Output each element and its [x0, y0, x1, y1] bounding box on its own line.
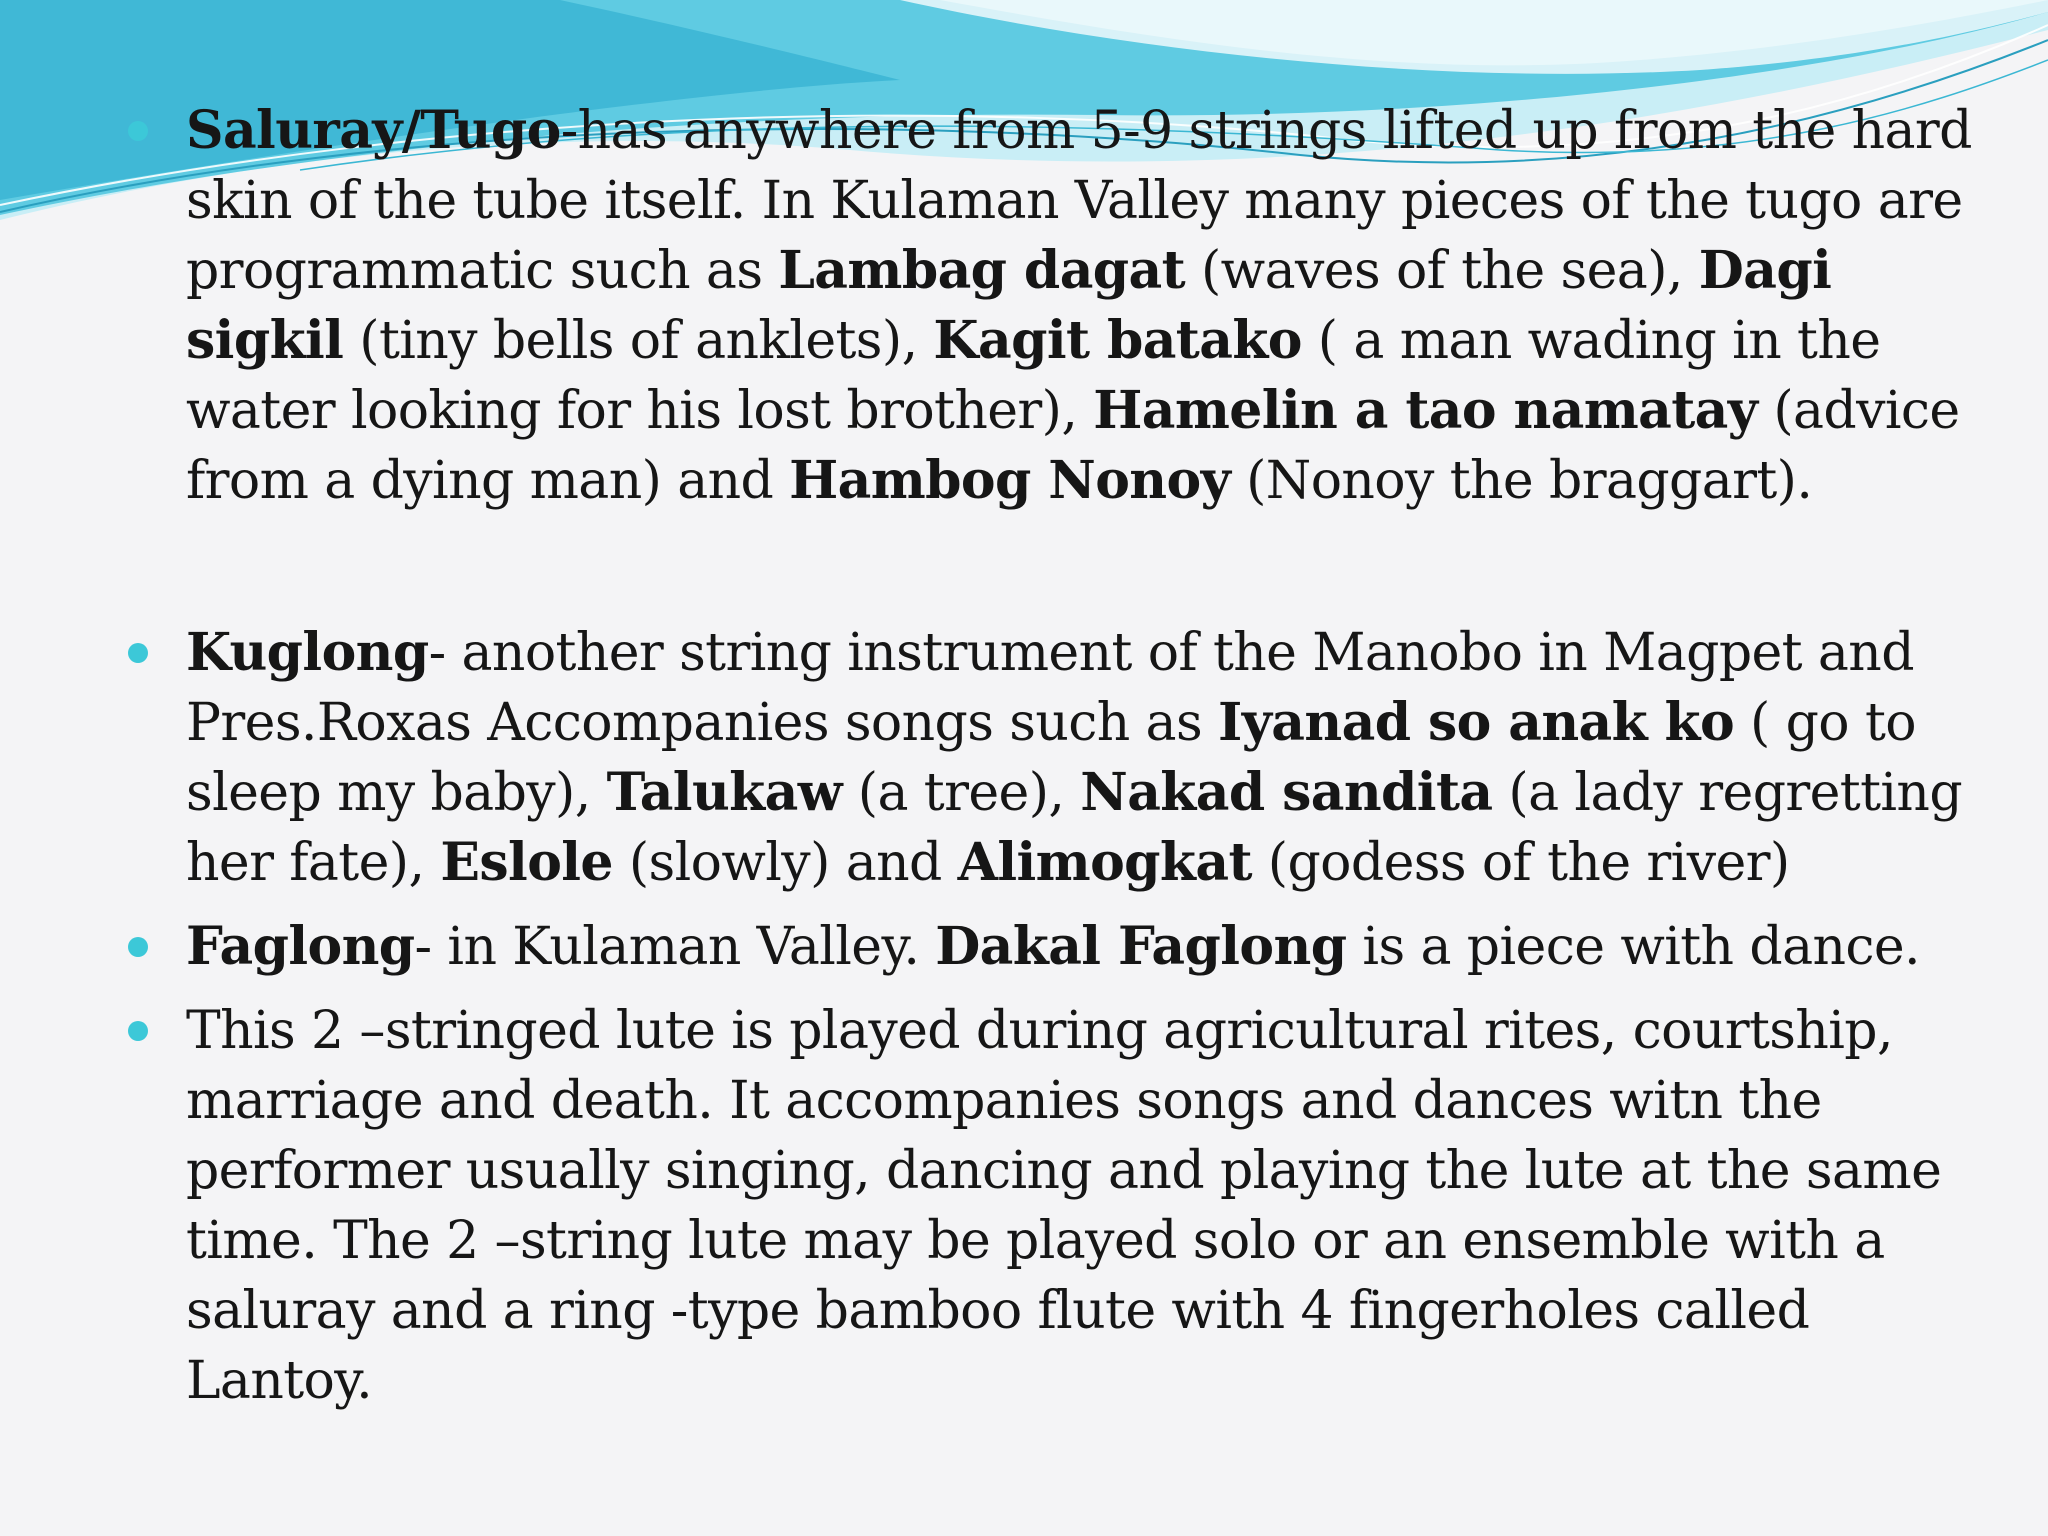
term-kagit-batako: Kagit batako	[933, 310, 1302, 371]
text-segment: (a lady regretting her fate),	[186, 763, 1963, 893]
term-saluray-tugo: Saluray/Tugo	[186, 100, 561, 161]
text-segment: - in Kulaman Valley.	[414, 917, 936, 977]
text-segment: (a tree),	[841, 763, 1081, 823]
term-hambog-nonoy: Hambog Nonoy	[789, 450, 1231, 511]
bullet-dot-icon	[128, 643, 148, 663]
text-segment: is a piece with dance.	[1346, 917, 1920, 977]
term-kuglong: Kuglong	[186, 622, 429, 683]
text-segment: -has anywhere from 5-9 strings lifted up from the hard skin of the tube itself. In Kulaman Valley many pieces of the tugo are programmatic such as	[186, 101, 1972, 301]
term-eslole: Eslole	[440, 832, 613, 893]
slide-content	[122, 96, 2002, 1416]
term-dagi-sigkil: Dagi sigkil	[186, 240, 1832, 371]
term-faglong: Faglong	[186, 916, 415, 977]
bullet-saluray-tugo	[122, 96, 2002, 516]
text-segment: (waves of the sea),	[1185, 241, 1699, 301]
text-segment: (tiny bells of anklets),	[343, 311, 934, 371]
text-segment: ( go to sleep my baby),	[186, 693, 1916, 823]
text-segment: (slowly) and	[612, 833, 958, 893]
text-segment: ( a man wading in the water looking for his lost brother),	[186, 311, 1881, 441]
bullet-kuglong	[122, 618, 2002, 898]
text-segment: This 2 –stringed lute is played during agricultural rites, courtship, marriage and death. It accompanies songs and dances witn the performer usually singing, dancing and playing the lute at the same time. The 2 –string lute may be played solo or an ensemble with a saluray and a ring -type bamboo flute with 4 fingerholes called Lantoy.	[186, 1001, 1942, 1411]
term-talukaw: Talukaw	[606, 762, 842, 823]
text-segment: (advice from a dying man) and	[186, 381, 1960, 511]
term-alimogkat: Alimogkat	[957, 832, 1252, 893]
bullet-dot-icon	[128, 121, 148, 141]
bullet-dot-icon	[128, 937, 148, 957]
term-iyanad-so-anak-ko: Iyanad so anak ko	[1217, 692, 1735, 753]
term-nakad-sandita: Nakad sandita	[1080, 762, 1493, 823]
term-hamelin-a-tao-namatay: Hamelin a tao namatay	[1093, 380, 1758, 441]
bullet-two-string-lute	[122, 996, 2002, 1416]
text-segment: - another string instrument of the Manobo in Magpet and Pres.Roxas Accompanies songs such as	[186, 623, 1914, 753]
bullet-dot-icon	[128, 1021, 148, 1041]
text-segment: (Nonoy the braggart).	[1230, 451, 1813, 511]
text-segment: (godess of the river)	[1251, 833, 1790, 893]
term-dakal-faglong: Dakal Faglong	[935, 916, 1347, 977]
term-lambag-dagat: Lambag dagat	[778, 240, 1186, 301]
bullet-faglong	[122, 912, 2002, 982]
